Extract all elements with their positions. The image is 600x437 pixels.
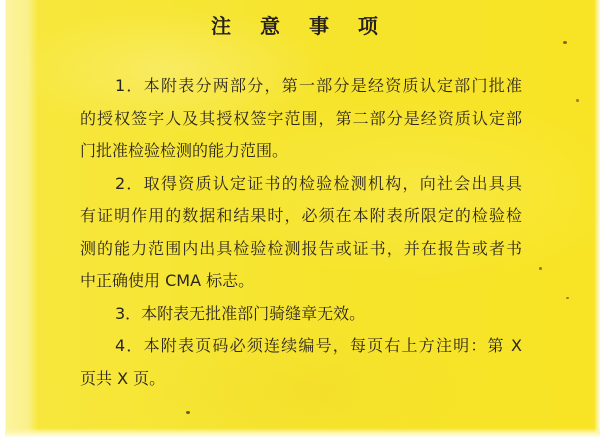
notice-line: 的授权签字人及其授权签字范围，第二部分是经资质认定部 — [80, 108, 522, 128]
page-bottom-edge — [5, 428, 600, 437]
paper-speck — [539, 267, 542, 270]
notice-line: 有证明作用的数据和结果时，必须在本附表所限定的检验检 — [80, 206, 522, 225]
paper-speck — [563, 41, 567, 44]
notice-line: 测的能力范围内出具检验检测报告或证书，并在报告或者书 — [80, 238, 522, 258]
notice-line: 中正确使用 CMA 标志。 — [80, 271, 255, 290]
paper-speck — [576, 99, 579, 102]
notice-body — [80, 70, 522, 395]
notice-line: 门批准检验检测的能力范围。 — [80, 141, 289, 160]
notice-line: 1．本附表分两部分，第一部分是经资质认定部门批准 — [115, 76, 522, 95]
paper-speck — [186, 411, 190, 414]
notice-line: 4．本附表页码必须连续编号，每页右上方注明：第 X — [115, 336, 522, 355]
notice-line: 3．本附表无批准部门骑缝章无效。 — [115, 303, 366, 323]
paper-speck — [566, 297, 569, 299]
notice-line: 页共 X 页。 — [80, 368, 166, 388]
page-title: 注 意 事 项 — [211, 14, 389, 38]
notice-line: 2．取得资质认定证书的检验检测机构，向社会出具具 — [115, 173, 522, 193]
